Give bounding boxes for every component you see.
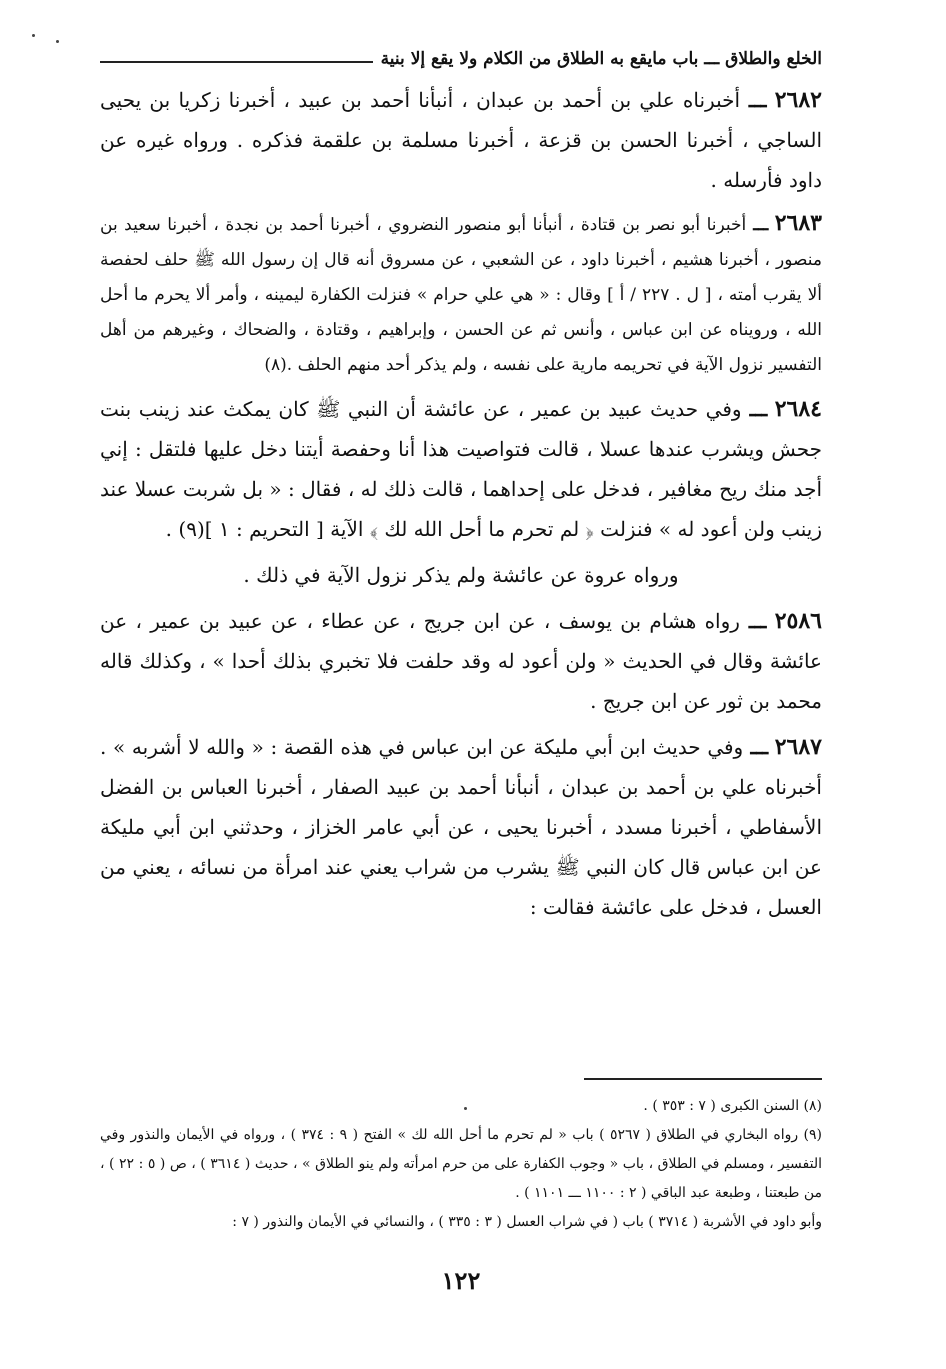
scan-speck [56, 40, 59, 43]
hadith-text: أخبرناه علي بن أحمد بن عبدان ، أنبأنا أحمد بن عبيد ، أخبرنا زكريا بن يحيى الساجي ، أخبرنا الحسن بن قزعة ، أخبرنا مسلمة بن علقمة فذكره . ورواه غيره عن داود فأرسله . [100, 88, 822, 192]
number-dash: ـــ [746, 215, 769, 235]
hadith-text: أخبرنا أبو نصر بن قتادة ، أنبأنا أبو منصور النضروي ، أخبرنا أحمد بن نجدة ، أخبرنا سعيد بن منصور ، أخبرنا هشيم ، أخبرنا داود ، عن الشعبي ، عن مسروق أنه قال إن رسول الله ﷺ حلف لحفصة ألا يقرب أمته ، [ ل . ٢٢٧ / أ ] وقال : « هي علي حرام » فنزلت الكفارة ليمينه ، وأمر ألا يحرم ما أحل الله ، ورويناه عن ابن عباس ، وأنس ثم عن الحسن ، وإبراهيم ، وقتادة ، والضحاك ، وغيرهم من أهل التفسير نزول الآية في تحريمه مارية على نفسه ، ولم يذكر أحد منهم الحلف .(٨) [100, 215, 822, 375]
footnote: وأبو داود في الأشربة ( ٣٧١٤ ) باب ( في شراب العسل ( ٣ : ٣٣٥ ) ، والنسائي في الأيمان والنذور ( ٧ : [232, 1214, 822, 1230]
number-dash: ـــ [743, 735, 769, 759]
hadith-number: ٢٥٨٦ [774, 608, 822, 634]
hadith-number: ٢٦٨٣ [774, 210, 822, 236]
hadith-paragraph [100, 80, 822, 200]
hadith-paragraph [100, 389, 822, 549]
running-title: الخلع والطلاق ـــ باب مايقع به الطلاق من الكلام ولا يقع إلا بنية [380, 49, 822, 69]
book-page [100, 38, 822, 1358]
hadith-number: ٢٦٨٤ [774, 396, 822, 422]
number-dash: ـــ [741, 397, 768, 421]
page-number: ١٢٢ [441, 1266, 481, 1295]
footnote: (٩) رواه البخاري في الطلاق ( ٥٢٦٧ ) باب « لم تحرم ما أحل الله لك » الفتح ( ٩ : ٣٧٤ ) ، ورواه في الأيمان والنذور وفي التفسير ، ومسلم في الطلاق ، باب « وجوب الكفارة على من حرم امرأته ولم ينو الطلاق » ، حديث ( ٣٦١٤ ) ، ص ( ٥ : ٢٢ ) ، من طبعتنا ، وطبعة عبد الباقي ( ٢ : ١١٠٠ ـــ ١١٠١ ) . [100, 1127, 823, 1201]
footnotes [100, 1092, 822, 1237]
narration-note [100, 555, 822, 595]
narration-note-text: ورواه عروة عن عائشة ولم يذكر نزول الآية في ذلك . [243, 563, 679, 587]
footnote-separator [584, 1078, 822, 1080]
footnote: (٨) السنن الكبرى ( ٧ : ٣٥٣ ) . [643, 1098, 822, 1114]
scan-speck [32, 34, 35, 37]
hadith-text: وفي حديث ابن أبي مليكة عن ابن عباس في هذه القصة : « والله لا أشربه » . أخبرناه علي بن أحمد بن عبدان ، أنبأنا أحمد بن عبيد الصفار ، أخبرنا العباس بن الفضل الأسفاطي ، أخبرنا مسدد ، أخبرنا يحيى ، عن أبي عامر الخزاز ، وحدثني ابن أبي مليكة عن ابن عباس قال كان النبي ﷺ يشرب من شراب يعني عند امرأة من نسائه ، يعني من العسل ، فدخل على عائشة فقالت : [100, 735, 822, 919]
number-dash: ـــ [739, 609, 767, 633]
hadith-paragraph [100, 601, 822, 721]
hadith-paragraph [100, 206, 822, 383]
number-dash: ـــ [740, 88, 767, 112]
hadith-number: ٢٦٨٢ [774, 87, 822, 113]
header-rule [100, 61, 373, 63]
scan-speck [464, 1107, 467, 1110]
hadith-text: رواه هشام بن يوسف ، عن ابن جريج ، عن عطاء ، عن عبيد بن عمير ، عن عائشة وقال في الحديث « ولن أعود له وقد حلفت فلا تخبري بذلك أحدا » ، وكذلك قاله محمد بن ثور عن ابن جريج . [100, 609, 822, 713]
hadith-text: وفي حديث عبيد بن عمير ، عن عائشة أن النبي ﷺ كان يمكث عند زينب بنت جحش ويشرب عندها عسلا ، قالت فتواصيت هذا أنا وحفصة أيتنا دخل عليها فلتقل : إني أجد منك ريح مغافير ، فدخل على إحداهما ، قالت ذلك له ، فقال : « بل شربت عسلا عند زينب ولن أعود له » فنزلت ﴿ لم تحرم ما أحل الله لك ﴾ الآية [ التحريم : ١ ](٩) . [100, 397, 822, 541]
body-text [100, 80, 822, 933]
running-header [100, 44, 822, 74]
hadith-paragraph [100, 727, 822, 927]
hadith-number: ٢٦٨٧ [774, 734, 822, 760]
